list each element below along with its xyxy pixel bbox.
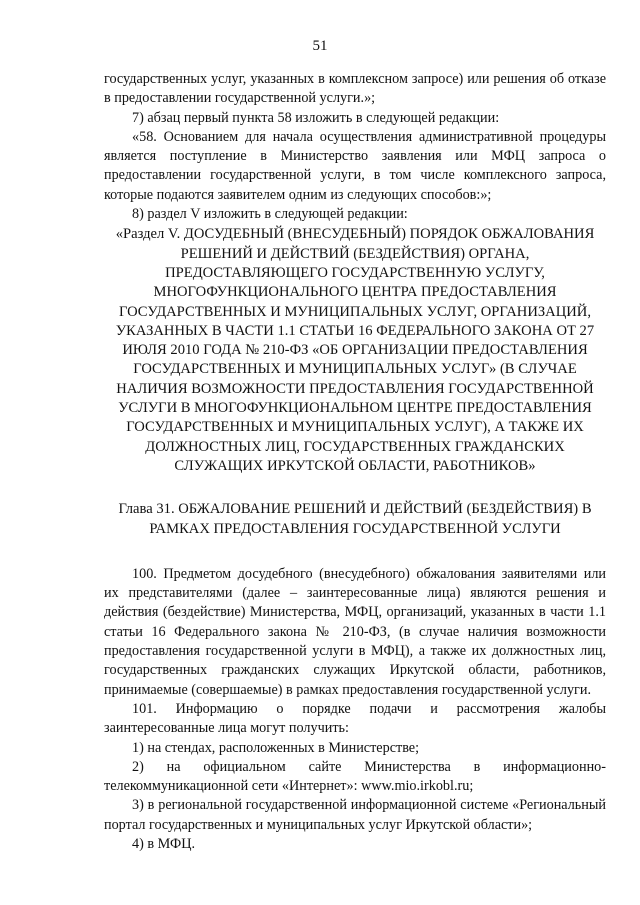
list-item-1: 1) на стендах, расположенных в Министерстве; <box>132 739 420 756</box>
section-title: «Раздел V. ДОСУДЕБНЫЙ (ВНЕСУДЕБНЫЙ) ПОРЯДОК ОБЖАЛОВАНИЯ РЕШЕНИЙ И ДЕЙСТВИЙ (БЕЗДЕЙСТВИЯ) ОРГАНА, ПРЕДОСТАВЛЯЮЩЕГО ГОСУДАРСТВЕННУЮ УСЛУГУ, МНОГОФУНКЦИОНАЛЬНОГО ЦЕНТРА ПРЕДОСТАВЛЕНИЯ ГОСУДАРСТВЕННЫХ И МУНИЦИПАЛЬНЫХ УСЛУГ, ОРГАНИЗАЦИЙ, УКАЗАННЫХ В ЧАСТИ 1.1 СТАТЬИ 16 ФЕДЕРАЛЬНОГО ЗАКОНА ОТ 27 ИЮЛЯ 2010 ГОДА № 210-ФЗ «ОБ ОРГАНИЗАЦИИ ПРЕДОСТАВЛЕНИЯ ГОСУДАРСТВЕННЫХ И МУНИЦИПАЛЬНЫХ УСЛУГ» (В СЛУЧАЕ НАЛИЧИЯ ВОЗМОЖНОСТИ ПРЕДОСТАВЛЕНИЯ ГОСУДАРСТВЕННОЙ УСЛУГИ В МНОГОФУНКЦИОНАЛЬНОМ ЦЕНТРЕ ПРЕДОСТАВЛЕНИЯ ГОСУДАРСТВЕННЫХ И МУНИЦИПАЛЬНЫХ УСЛУГ), А ТАКЖЕ ИХ ДОЛЖНОСТНЫХ ЛИЦ, ГОСУДАРСТВЕННЫХ ГРАЖДАНСКИХ СЛУЖАЩИХ ИРКУТСКОЙ ОБЛАСТИ, РАБОТНИКОВ» <box>115 226 595 474</box>
paragraph-101: 101. Информацию о порядке подачи и рассмотрения жалобы заинтересованные лица могут получить: <box>104 700 606 737</box>
document-body <box>104 70 606 854</box>
chapter-title: Глава 31. ОБЖАЛОВАНИЕ РЕШЕНИЙ И ДЕЙСТВИЙ (БЕЗДЕЙСТВИЯ) В РАМКАХ ПРЕДОСТАВЛЕНИЯ ГОСУДАРСТВЕННОЙ УСЛУГИ <box>118 501 592 537</box>
paragraph-100: 100. Предметом досудебного (внесудебного) обжалования заявителями или их представителями (далее – заинтересованные лица) являются решения и действия (бездействие) Министерства, МФЦ, организаций, указанных в части 1.1 статьи 16 Федерального закона № 210-ФЗ, (в случае наличия возможности предоставления государственной услуги в МФЦ), а также их должностных лиц, государственных гражданских служащих Иркутской области, работников, принимаемые (совершаемые) в рамках предоставления государственной услуги. <box>104 565 606 698</box>
list-item-3: 3) в региональной государственной информационной системе «Региональный портал государственных и муниципальных услуг Иркутской области»; <box>104 797 606 833</box>
paragraph-clause-58: «58. Основанием для начала осуществления административной процедуры является поступление в Министерство заявления или МФЦ запроса о предоставлении государственной услуги, в том числе комплексного запроса, которые подаются заявителем одним из следующих способов:»; <box>104 128 606 203</box>
list-item-4: 4) в МФЦ. <box>132 835 196 852</box>
paragraph-continuation: государственных услуг, указанных в комплексном запросе) или решения об отказе в предоставлении государственной услуги.»; <box>104 71 606 107</box>
page-number: 51 <box>312 38 328 54</box>
list-item-2: 2) на официальном сайте Министерства в информационно-телекоммуникационной сети «Интернет»: www.mio.irkobl.ru; <box>104 758 606 795</box>
paragraph-amendment-7: 7) абзац первый пункта 58 изложить в следующей редакции: <box>132 109 500 126</box>
paragraph-amendment-8: 8) раздел V изложить в следующей редакции: <box>132 206 408 223</box>
